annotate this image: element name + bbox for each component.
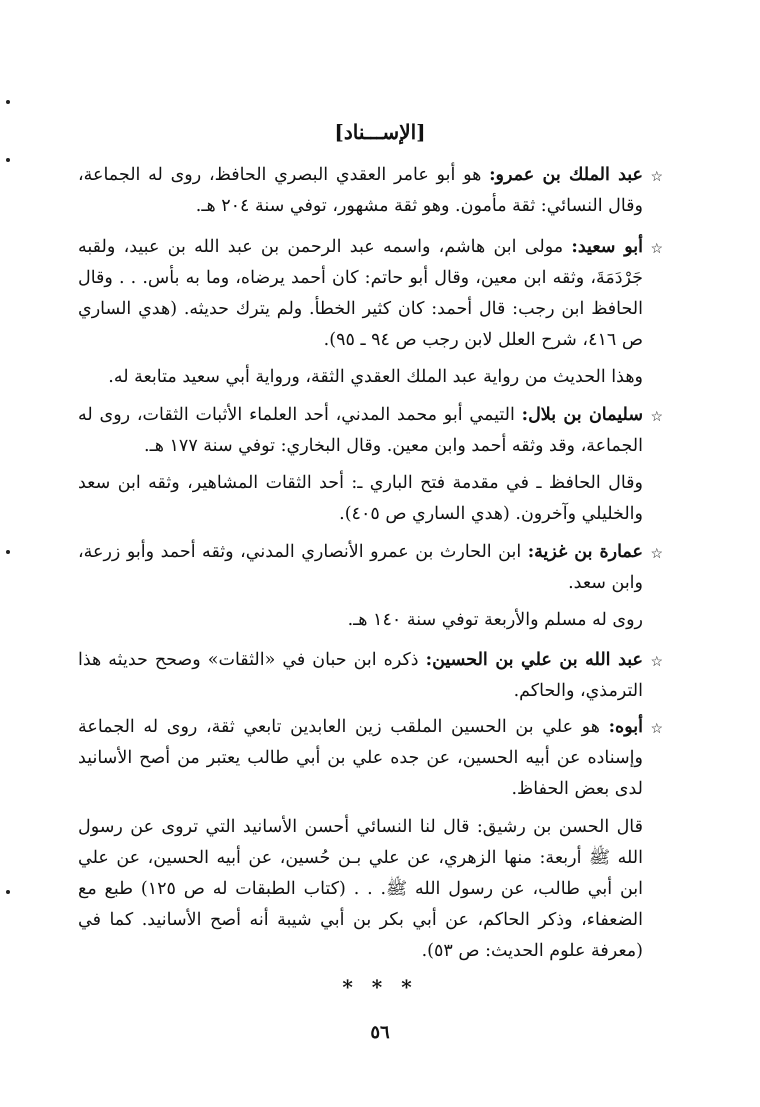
entry-abuhu <box>78 712 663 805</box>
star-icon: ☆ <box>650 654 663 670</box>
entry-text: مولى ابن هاشم، واسمه عبد الرحمن بن عبد الله بن عبيد، ولقبه جَرْدَمَةَ، وثقه ابن معين، وقال أبو حاتم: كان أحمد يرضاه، وما به بأس. . . وقال الحافظ ابن رجب: قال أحمد: كان كثير الخطأ. ولم يترك حديثه. (هدي الساري ص ٤١٦، شرح العلل لابن رجب ص ٩٤ ـ ٩٥). <box>78 237 643 350</box>
entry-name: أبو سعيد: <box>571 237 643 257</box>
paragraph-muslim: روى له مسلم والأربعة توفي سنة ١٤٠ هـ. <box>347 610 643 630</box>
entry-abd-al-malik <box>78 160 663 222</box>
star-icon: ☆ <box>650 409 663 425</box>
star-icon: ☆ <box>650 546 663 562</box>
entry-text: ذكره ابن حبان في «الثقات» وصحح حديثه هذا الترمذي، والحاكم. <box>78 650 643 701</box>
scan-mark <box>6 890 10 894</box>
star-icon: ☆ <box>650 721 663 737</box>
scan-mark <box>6 550 10 554</box>
paragraph-hafiz: وقال الحافظ ـ في مقدمة فتح الباري ـ: أحد الثقات المشاهير، وثقه ابن سعد والخليلي وآخرون. (هدي الساري ص ٤٠٥). <box>78 473 643 524</box>
scan-mark <box>6 158 10 162</box>
star-icon: ☆ <box>650 169 663 185</box>
entry-sulayman <box>78 400 663 462</box>
entry-abu-said <box>78 232 663 356</box>
entry-name: عبد الملك بن عمرو: <box>489 165 643 185</box>
entry-text: هو أبو عامر العقدي البصري الحافظ، روى له الجماعة، وقال النسائي: ثقة مأمون. وهو ثقة مشهور، توفي سنة ٢٠٤ هـ. <box>78 165 643 216</box>
entry-name: عمارة بن غزية: <box>527 542 643 562</box>
section-separator: * * * <box>342 975 418 999</box>
star-icon: ☆ <box>650 241 663 257</box>
entry-abdullah <box>78 645 663 707</box>
paragraph-note: وهذا الحديث من رواية عبد الملك العقدي الثقة، ورواية أبي سعيد متابعة له. <box>108 367 643 387</box>
entry-text: هو علي بن الحسين الملقب زين العابدين تابعي ثقة، روى له الجماعة وإسناده عن أبيه الحسين، عن جده علي بن أبي طالب يعتبر من أصح الأسانيد لدى بعض الحفاظ. <box>78 717 643 799</box>
entry-name: أبوه: <box>608 717 643 737</box>
paragraph-rashiq: قال الحسن بن رشيق: قال لنا النسائي أحسن الأسانيد التي تروى عن رسول الله ﷺ أربعة: منها الزهري، عن علي بـن حُسين، عن أبيه الحسين، عن علي ابن أبي طالب، عن رسول الله ﷺ. . . (كتاب الطبقات له ص ١٢٥) طبع مع الضعفاء، وذكر الحاكم، عن أبي بكر بن أبي شيبة أنه أصح الأسانيد. كما في (معرفة علوم الحديث: ص ٥٣). <box>78 817 643 961</box>
section-title: [الإســـناد] <box>334 120 426 144</box>
entry-text: التيمي أبو محمد المدني، أحد العلماء الأثبات الثقات، روى له الجماعة، وقد وثقه أحمد وابن معين. وقال البخاري: توفي سنة ١٧٧ هـ. <box>78 405 643 456</box>
entry-text: ابن الحارث بن عمرو الأنصاري المدني، وثقه أحمد وأبو زرعة، وابن سعد. <box>78 542 643 593</box>
entry-name: عبد الله بن علي بن الحسين: <box>425 650 643 670</box>
page-number: ٥٦ <box>370 1022 390 1043</box>
entry-umara <box>78 537 663 599</box>
scan-mark <box>6 100 10 104</box>
entry-name: سليمان بن بلال: <box>521 405 643 425</box>
